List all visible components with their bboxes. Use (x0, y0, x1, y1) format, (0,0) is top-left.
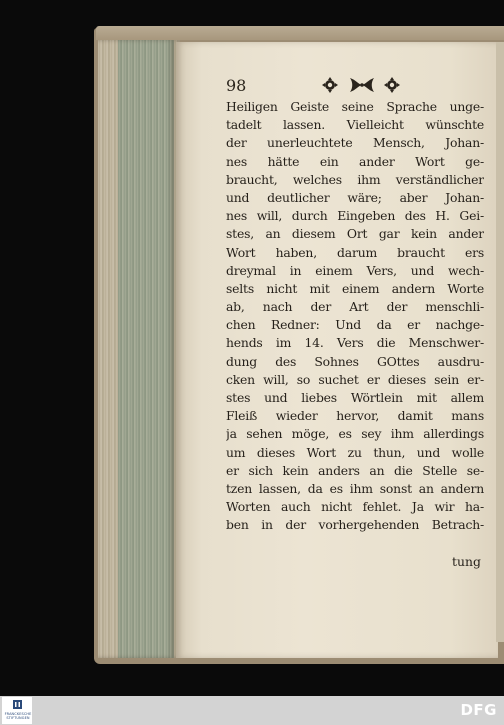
ornament-icon (318, 74, 406, 96)
text-line: ab, nach der Art der menschli- (226, 299, 484, 315)
catchword: tung (452, 554, 481, 569)
foundation-logo-icon (13, 700, 22, 709)
text-line: hends im 14. Vers die Menschwer- (226, 335, 484, 351)
text-line: tadelt lassen. Vielleicht wünschte (226, 117, 484, 133)
text-line: nes hätte ein ander Wort ge- (226, 153, 484, 169)
text-line: ja sehen möge, es sey ihm allerdings (226, 426, 484, 442)
text-line: dreymal in einem Vers, und wech- (226, 262, 484, 278)
text-line: und deutlicher wäre; aber Johan- (226, 189, 484, 205)
text-line: tzen lassen, da es ihm sonst an andern (226, 480, 484, 496)
text-line: chen Redner: Und da er nachge- (226, 317, 484, 333)
page-number: 98 (226, 76, 247, 95)
franckesche-logo[interactable] (2, 697, 32, 724)
book-cover-top (96, 26, 504, 40)
body-text (226, 98, 484, 535)
page-right-edge (496, 42, 504, 642)
text-line: er sich kein anders an die Stelle se- (226, 462, 484, 478)
text-line: dung des Sohnes GOttes ausdru- (226, 353, 484, 369)
text-line: Heiligen Geiste seine Sprache unge- (226, 99, 484, 114)
logo-text: FRANCKESCHE STIFTUNGEN (4, 712, 32, 720)
text-line: nes will, durch Eingeben des H. Gei- (226, 208, 484, 224)
text-line: cken will, so suchet er dieses sein er- (226, 371, 484, 387)
text-line: Fleiß wieder hervor, damit mans (226, 408, 484, 424)
text-line: braucht, welches ihm verständlicher (226, 171, 484, 187)
footer-bar (0, 696, 504, 725)
page-edges-inner (118, 40, 174, 658)
dfg-logo[interactable]: DFG (460, 701, 497, 719)
text-line: ben in der vorhergehenden Betrach- (226, 517, 484, 533)
text-line: stes, an diesem Ort gar kein ander (226, 226, 484, 242)
text-line: Wort haben, darum braucht ers (226, 244, 484, 260)
text-line: um dieses Wort zu thun, und wolle (226, 444, 484, 460)
text-line: stes und liebes Wörtlein mit allem (226, 390, 484, 405)
text-line: selts nicht mit einem andern Worte (226, 280, 484, 296)
text-line: der unerleuchtete Mensch, Johan- (226, 135, 484, 151)
text-line: Worten auch nicht fehlet. Ja wir ha- (226, 499, 484, 515)
